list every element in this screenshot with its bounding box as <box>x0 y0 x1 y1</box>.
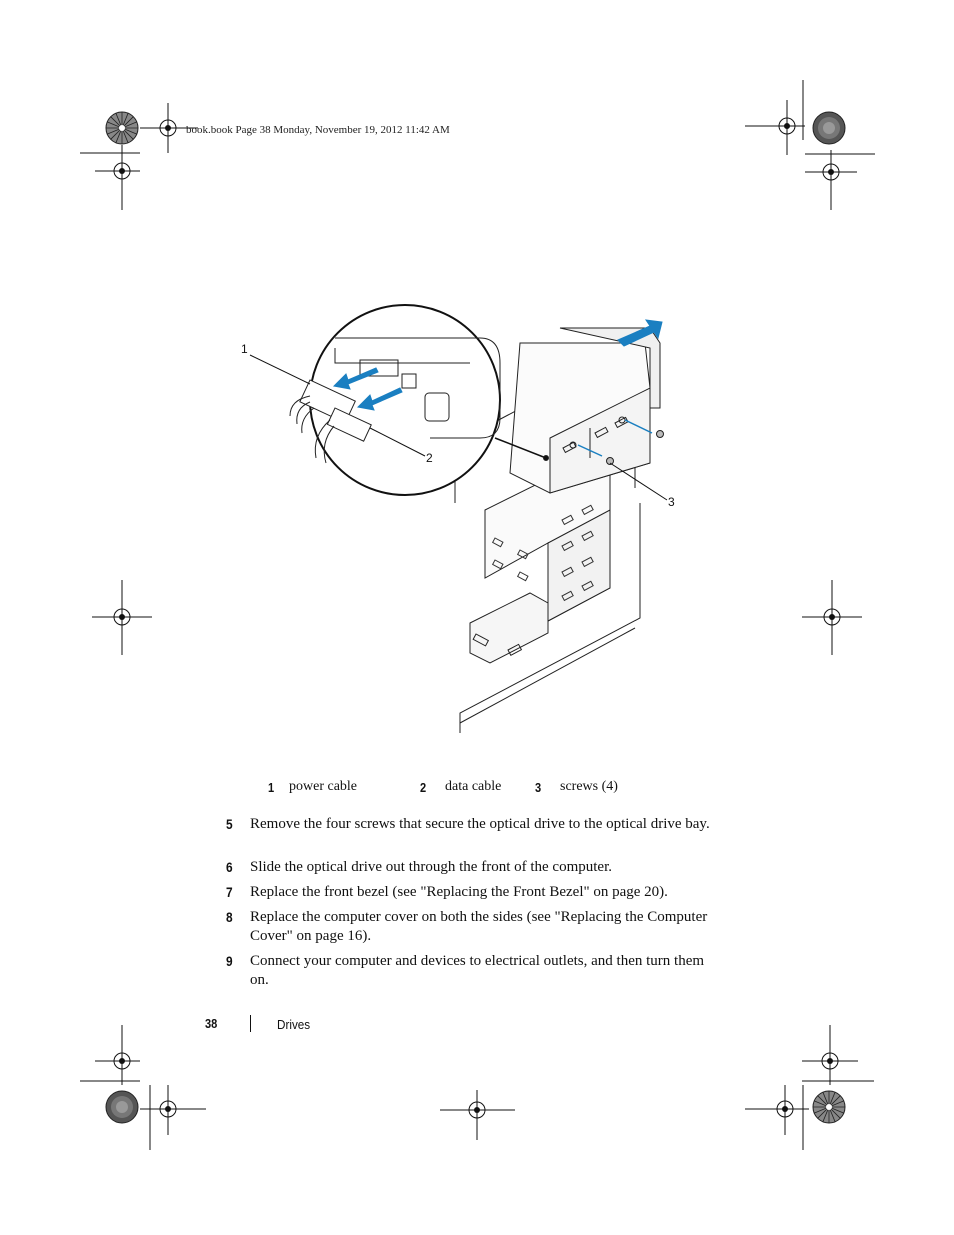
callout-1-leader <box>250 355 310 384</box>
calibration-wheel-top-left <box>105 111 139 145</box>
print-slug: book.book Page 38 Monday, November 19, 2012 11:42 AM <box>186 124 450 136</box>
optical-drive-removal-figure <box>230 288 690 743</box>
registration-mark-mid-left <box>92 580 152 655</box>
step-number: 5 <box>226 816 233 832</box>
registration-mark-bottom-right-inner <box>745 1085 810 1150</box>
legend-label-data-cable: data cable <box>445 779 502 794</box>
legend-label-power-cable: power cable <box>289 779 358 794</box>
step-number: 6 <box>226 859 233 875</box>
registration-mark-bottom-left-inner <box>140 1085 210 1150</box>
legend-num-3: 3 <box>535 780 542 795</box>
legend-num-1: 1 <box>268 780 275 795</box>
step-number: 8 <box>226 909 233 925</box>
callout-3-leader <box>610 463 667 500</box>
step-number: 9 <box>226 953 233 969</box>
registration-mark-top-right-inner <box>745 80 805 155</box>
calibration-wheel-bottom-left <box>105 1090 139 1124</box>
section-name: Drives <box>277 1017 311 1032</box>
calibration-wheel-top-right <box>812 111 846 145</box>
registration-mark-top-right-outer <box>805 150 875 210</box>
legend-label-screws: screws (4) <box>560 779 618 794</box>
page-number: 38 <box>205 1016 218 1031</box>
step-text: Slide the optical drive out through the front of the computer. <box>250 859 612 875</box>
callout-2: 2 <box>426 451 433 465</box>
callout-3: 3 <box>668 495 675 509</box>
step-text: Connect your computer and devices to electrical outlets, and then turn them on. <box>250 953 705 988</box>
calibration-wheel-bottom-right <box>812 1090 846 1124</box>
legend-num-2: 2 <box>420 780 427 795</box>
step-text: Replace the computer cover on both the sides (see "Replacing the Computer Cover" on page 16). <box>250 909 708 944</box>
step-number: 7 <box>226 884 233 900</box>
step-text: Remove the four screws that secure the optical drive to the optical drive bay. <box>250 816 710 832</box>
registration-mark-bottom-right-outer <box>802 1025 874 1085</box>
registration-mark-top-left-outer <box>80 145 140 210</box>
step-text: Replace the front bezel (see "Replacing the Front Bezel" on page 20). <box>250 884 668 900</box>
registration-mark-mid-right <box>802 580 862 655</box>
registration-mark-bottom-left-outer <box>80 1025 140 1085</box>
callout-1: 1 <box>241 342 248 356</box>
registration-mark-bottom-center <box>440 1090 515 1140</box>
footer-divider <box>250 1015 251 1032</box>
